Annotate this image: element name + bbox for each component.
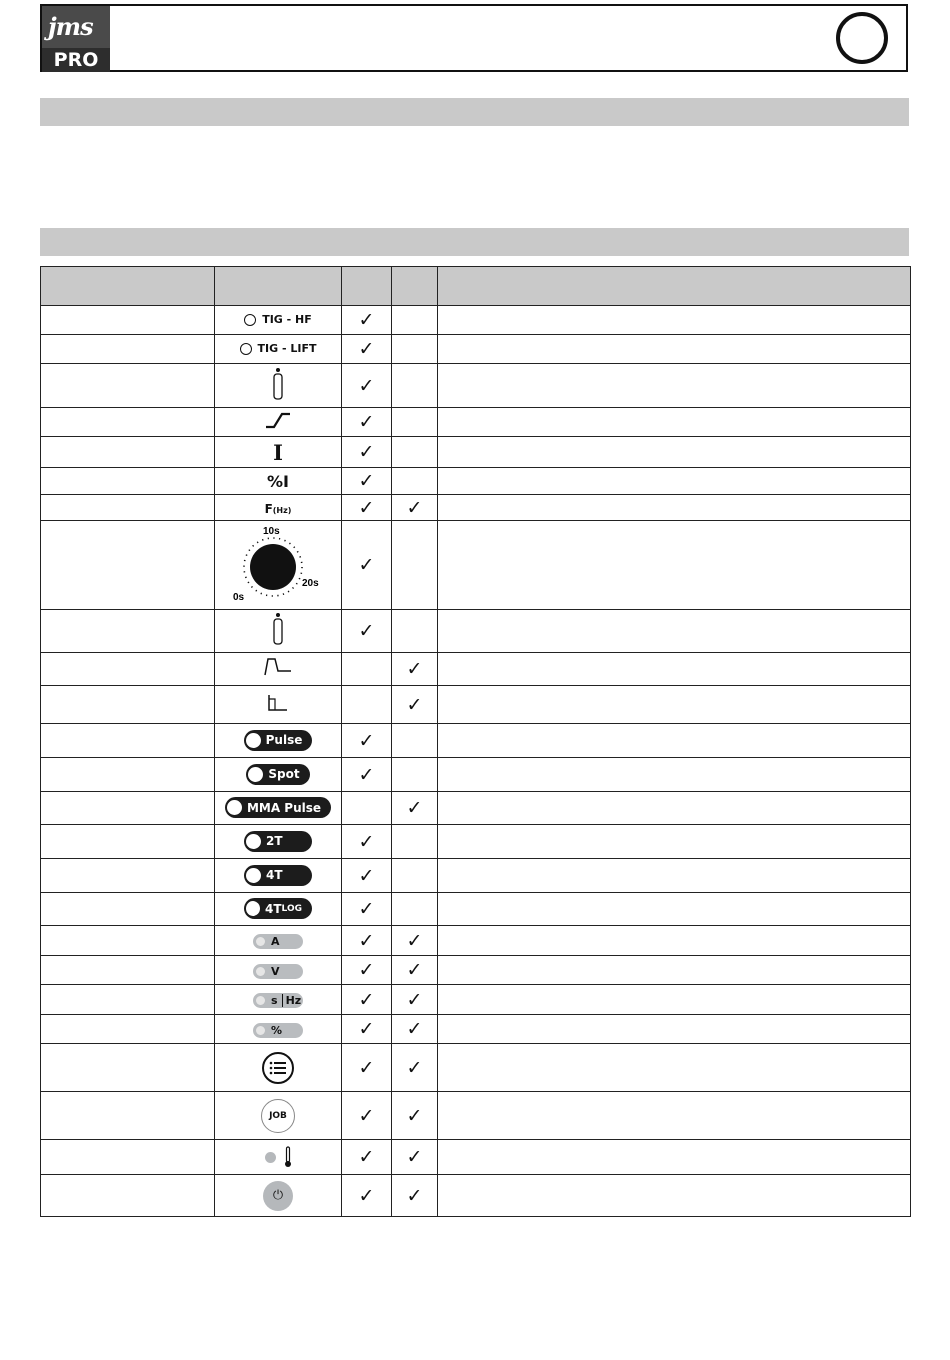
check-cell: ✓ [342,724,392,758]
table-row [41,758,911,792]
table-header-row [41,267,911,306]
current-icon: I [273,439,283,465]
tig-lift-selector-icon: TIG - LIFT [240,342,317,355]
gas-cylinder-icon [271,612,285,646]
check-cell [392,364,438,408]
check-cell [392,893,438,926]
check-cell: ✓ [342,758,392,792]
table-row [41,468,911,495]
section-bar-1 [40,98,909,126]
table-row [41,408,911,437]
amp-indicator-icon: A [253,934,303,949]
table-row [41,985,911,1015]
table-row [41,335,911,364]
check-cell [342,686,392,724]
upslope-icon [265,411,291,429]
table-row [41,364,911,408]
header-cell-symbol [215,267,342,306]
header-cell-name [41,267,215,306]
dial-label-0s: 0s [233,592,245,603]
job-button-icon: JOB [261,1099,295,1133]
arc-force-icon [267,693,289,713]
table-row [41,1175,911,1217]
table-row [41,610,911,653]
table-row [41,956,911,985]
check-cell: ✓ [392,1175,438,1217]
mma-pulse-toggle-icon: MMA Pulse [225,797,331,818]
volt-indicator-icon: V [253,964,303,979]
check-cell [392,610,438,653]
table-row [41,306,911,335]
check-cell: ✓ [342,408,392,437]
table-row [41,686,911,724]
section-bar-2 [40,228,909,256]
check-cell: ✓ [342,893,392,926]
check-cell: ✓ [342,610,392,653]
table-row [41,495,911,521]
language-circle-icon [836,12,888,64]
2t-toggle-icon: 2T [244,831,312,852]
header-cell-tig [342,267,392,306]
header-cell-mma [392,267,438,306]
table-row [41,792,911,825]
page-header [40,4,908,72]
timer-dial-icon [233,522,323,604]
power-button-icon: ⏻ [263,1181,293,1211]
check-cell [392,521,438,610]
table-row [41,1140,911,1175]
check-cell: ✓ [342,956,392,985]
controls-table [40,266,911,1217]
check-cell: ✓ [342,495,392,521]
check-cell: ✓ [342,1044,392,1092]
check-cell: ✓ [392,1044,438,1092]
menu-button-icon [262,1052,294,1084]
s-hz-indicator-icon: s Hz [253,993,303,1008]
check-cell: ✓ [342,521,392,610]
table-row [41,893,911,926]
check-cell: ✓ [392,926,438,956]
4t-toggle-icon: 4T [244,865,312,886]
check-cell: ✓ [342,1092,392,1140]
table-row [41,825,911,859]
check-cell: ✓ [392,686,438,724]
check-cell [392,468,438,495]
pulse-toggle-icon: Pulse [244,730,313,751]
check-cell [392,825,438,859]
check-cell: ✓ [342,335,392,364]
table-row [41,521,911,610]
table-row [41,1044,911,1092]
check-cell: ✓ [392,792,438,825]
check-cell: ✓ [342,985,392,1015]
check-cell [392,408,438,437]
check-cell [392,437,438,468]
hot-start-icon [263,657,293,677]
check-cell: ✓ [342,364,392,408]
dial-label-10s: 10s [263,526,280,537]
percent-indicator-icon: % [253,1023,303,1038]
brand-logo [42,6,110,72]
tig-hf-selector-icon: TIG - HF [244,313,312,326]
check-cell: ✓ [392,1015,438,1044]
check-cell: ✓ [342,859,392,893]
table-row [41,1015,911,1044]
check-cell: ✓ [342,1015,392,1044]
check-cell: ✓ [342,468,392,495]
table-row [41,859,911,893]
logo-bottom-text: PRO [42,48,110,72]
check-cell [392,758,438,792]
check-cell: ✓ [392,1092,438,1140]
dial-label-20s: 20s [302,578,319,589]
spot-toggle-icon: Spot [246,764,309,785]
header-cell-description [438,267,911,306]
check-cell: ✓ [392,653,438,686]
gas-cylinder-icon [271,367,285,401]
thermal-indicator-icon [265,1146,292,1168]
table-row [41,926,911,956]
check-cell: ✓ [342,1175,392,1217]
table-row [41,653,911,686]
check-cell [342,653,392,686]
check-cell: ✓ [392,985,438,1015]
table-row [41,437,911,468]
check-cell [392,335,438,364]
logo-top-text: jms [48,12,93,41]
check-cell: ✓ [392,956,438,985]
check-cell [392,859,438,893]
check-cell: ✓ [342,306,392,335]
table-row [41,1092,911,1140]
check-cell: ✓ [342,825,392,859]
check-cell: ✓ [392,495,438,521]
check-cell: ✓ [342,926,392,956]
check-cell [392,306,438,335]
percent-current-icon: %I [267,471,289,491]
check-cell [392,724,438,758]
check-cell [342,792,392,825]
check-cell: ✓ [392,1140,438,1175]
frequency-icon: F(Hz) [264,502,292,516]
check-cell: ✓ [342,1140,392,1175]
check-cell: ✓ [342,437,392,468]
table-row [41,724,911,758]
4t-log-toggle-icon: 4T LOG [244,898,312,919]
